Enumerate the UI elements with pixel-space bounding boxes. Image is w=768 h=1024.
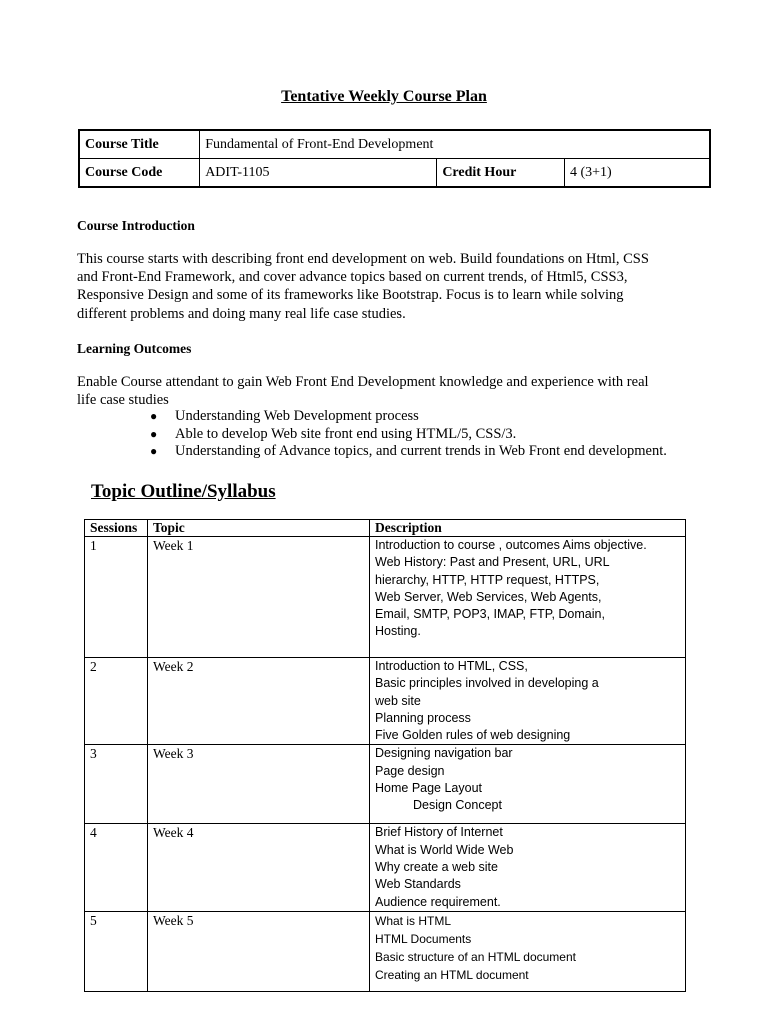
session-topic: Week 3 xyxy=(148,745,370,824)
session-number: 4 xyxy=(85,824,148,911)
session-description xyxy=(370,537,686,658)
description-line: HTML Documents xyxy=(375,931,472,946)
list-item xyxy=(150,426,667,444)
description-line: Introduction to HTML, CSS, xyxy=(375,659,528,673)
session-topic: Week 4 xyxy=(148,824,370,911)
bullet-text: Understanding of Advance topics, and current trends in Web Front end development. xyxy=(175,443,667,460)
session-description xyxy=(370,911,686,991)
description-line: Planning process xyxy=(375,710,471,725)
description-line: Audience requirement. xyxy=(375,894,501,909)
table-row xyxy=(85,824,686,911)
description-line: Why create a web site xyxy=(375,860,498,875)
column-header-sessions: Sessions xyxy=(85,520,148,537)
session-number: 2 xyxy=(85,658,148,745)
page-title: Tentative Weekly Course Plan xyxy=(281,88,487,105)
session-description xyxy=(370,824,686,911)
description-line: Basic principles involved in developing a xyxy=(375,676,599,691)
description-line: Basic structure of an HTML document xyxy=(375,949,576,964)
credit-hour-value: 4 (3+1) xyxy=(564,159,710,188)
intro-line: different problems and doing many real life case studies. xyxy=(77,305,406,322)
session-number: 1 xyxy=(85,537,148,658)
session-number: 5 xyxy=(85,911,148,991)
course-introduction-text xyxy=(77,250,697,323)
description-line: Web History: Past and Present, URL, URL xyxy=(375,555,610,570)
intro-line: Responsive Design and some of its frameworks like Bootstrap. Focus is to learn while solving xyxy=(77,287,624,304)
description-line: What is World Wide Web xyxy=(375,842,514,857)
description-line: web site xyxy=(375,693,421,708)
description-line: Five Golden rules of web designing xyxy=(375,728,571,743)
description-line: Introduction to course , outcomes Aims objective. xyxy=(375,538,647,552)
table-row xyxy=(85,658,686,745)
intro-line: and Front-End Framework, and cover advance topics based on current trends, of Html5, CSS3, xyxy=(77,269,628,286)
description-line: Web Standards xyxy=(375,877,461,892)
description-line: Hosting. xyxy=(375,624,421,639)
description-line: Web Server, Web Services, Web Agents, xyxy=(375,589,602,604)
learning-outcomes-heading: Learning Outcomes xyxy=(77,341,192,356)
description-line: Designing navigation bar xyxy=(375,746,513,761)
list-item xyxy=(150,408,667,426)
syllabus-heading: Topic Outline/Syllabus xyxy=(91,481,276,502)
course-code-label: Course Code xyxy=(79,159,200,188)
bullet-icon: ● xyxy=(150,409,158,423)
description-line: Creating an HTML document xyxy=(375,967,529,982)
course-info-table xyxy=(78,129,711,188)
outcomes-line: Enable Course attendant to gain Web Front End Development knowledge and experience with real xyxy=(77,374,649,390)
course-title-label: Course Title xyxy=(79,130,200,159)
credit-hour-label: Credit Hour xyxy=(437,159,565,188)
description-line: Email, SMTP, POP3, IMAP, FTP, Domain, xyxy=(375,607,605,622)
session-topic: Week 2 xyxy=(148,658,370,745)
session-topic: Week 1 xyxy=(148,537,370,658)
course-title-row xyxy=(79,130,710,159)
session-description xyxy=(370,658,686,745)
column-header-topic: Topic xyxy=(148,520,370,537)
bullet-icon: ● xyxy=(150,444,158,459)
learning-outcomes-text xyxy=(77,373,697,409)
syllabus-header-row xyxy=(85,520,686,537)
column-header-description: Description xyxy=(370,520,686,537)
description-line: Design Concept xyxy=(413,798,502,813)
bullet-text: Understanding Web Development process xyxy=(175,408,419,424)
course-title-value: Fundamental of Front-End Development xyxy=(200,130,710,159)
course-code-row xyxy=(79,159,710,188)
bullet-icon: ● xyxy=(150,426,158,441)
description-line: Home Page Layout xyxy=(375,781,483,796)
session-topic: Week 5 xyxy=(148,911,370,991)
description-line: What is HTML xyxy=(375,913,452,928)
table-row xyxy=(85,745,686,824)
table-row xyxy=(85,537,686,658)
session-description xyxy=(370,745,686,824)
learning-outcomes-list xyxy=(150,408,667,461)
list-item xyxy=(150,443,667,461)
description-line: Page design xyxy=(375,763,445,778)
outcomes-line: life case studies xyxy=(77,392,169,409)
course-introduction-heading: Course Introduction xyxy=(77,218,195,233)
syllabus-table xyxy=(84,519,686,992)
description-line: hierarchy, HTTP, HTTP request, HTTPS, xyxy=(375,572,600,587)
intro-line: This course starts with describing front end development on web. Build foundations on Html, CSS xyxy=(77,251,649,267)
table-row xyxy=(85,911,686,991)
bullet-text: Able to develop Web site front end using HTML/5, CSS/3. xyxy=(175,425,517,442)
course-code-value: ADIT-1105 xyxy=(200,159,437,188)
description-line: Brief History of Internet xyxy=(375,825,503,840)
session-number: 3 xyxy=(85,745,148,824)
